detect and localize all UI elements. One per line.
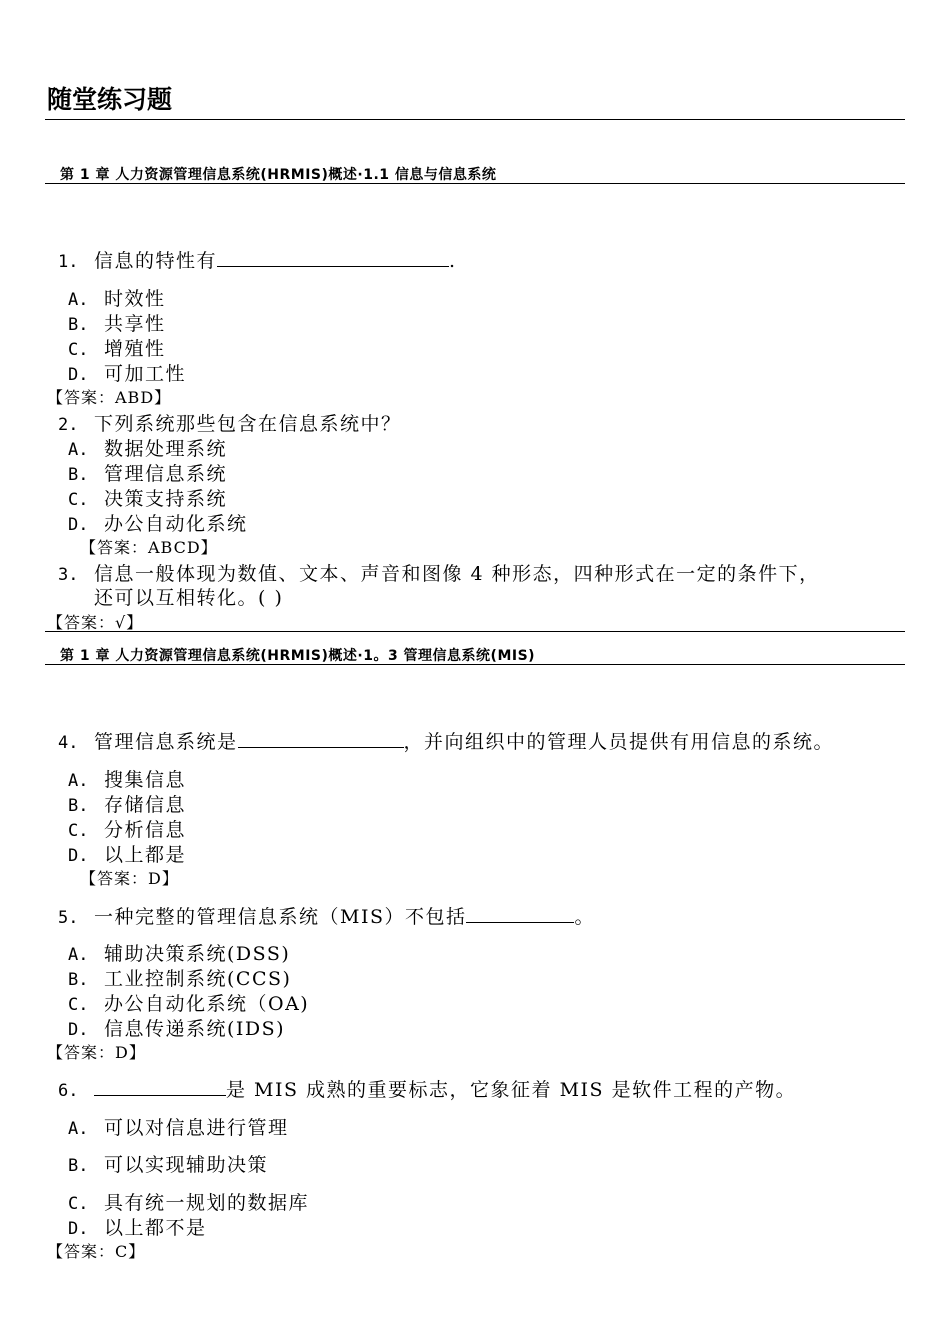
option-text: 办公自动化系统（OA) — [104, 993, 310, 1015]
option-letter: A. — [68, 1119, 89, 1139]
option-letter: C. — [68, 1194, 89, 1214]
option-letter: A. — [68, 440, 89, 460]
section-heading-1: 第 1 章 人力资源管理信息系统(HRMIS)概述·1.1 信息与信息系统 — [60, 167, 497, 183]
option-text: 可加工性 — [104, 363, 187, 385]
option-letter: C. — [68, 490, 89, 510]
option-text: 时效性 — [104, 288, 166, 310]
question-text: 信息一般体现为数值、文本、声音和图像 4 种形态，四种形式在一定的条件下， — [94, 563, 820, 585]
option-1c — [68, 334, 166, 361]
question-number: 4. — [58, 733, 79, 753]
question-number: 5. — [58, 908, 79, 928]
section-divider-2 — [45, 664, 905, 665]
option-letter: D. — [68, 515, 89, 535]
answer-2: 【答案：ABCD】 — [80, 538, 218, 557]
option-letter: D. — [68, 1219, 89, 1239]
answer-4: 【答案：D】 — [80, 869, 179, 888]
question-3-line-2: 还可以互相转化。( ) — [94, 587, 284, 609]
option-text: 搜集信息 — [104, 769, 187, 791]
option-5b — [68, 964, 291, 991]
question-2 — [58, 409, 402, 436]
option-text: 信息传递系统(IDS) — [104, 1018, 286, 1040]
section-top-divider-2 — [45, 631, 905, 632]
answer-3: 【答案：√】 — [47, 613, 144, 632]
option-5d — [68, 1014, 285, 1041]
option-6a — [68, 1113, 289, 1140]
option-text: 以上都是 — [104, 844, 187, 866]
option-letter: A. — [68, 945, 89, 965]
question-text-end: ，并向组织中的管理人员提供有用信息的系统。 — [403, 731, 835, 753]
question-number: 2. — [58, 415, 79, 435]
option-4b — [68, 790, 186, 817]
answer-blank — [94, 1077, 226, 1096]
page-title: 随堂练习题 — [47, 85, 173, 114]
option-2a — [68, 434, 227, 461]
question-number: 1. — [58, 252, 79, 272]
option-text: 增殖性 — [104, 338, 166, 360]
option-5a — [68, 939, 290, 966]
answer-blank — [466, 904, 574, 923]
option-5c — [68, 989, 309, 1016]
answer-5: 【答案：D】 — [47, 1043, 146, 1062]
option-text: 辅助决策系统(DSS) — [104, 943, 291, 965]
option-letter: D. — [68, 365, 89, 385]
option-letter: C. — [68, 821, 89, 841]
question-text: 信息的特性有 — [94, 250, 218, 272]
option-letter: A. — [68, 290, 89, 310]
option-text: 以上都不是 — [104, 1217, 207, 1239]
question-text-end: . — [449, 250, 457, 272]
section-heading-2: 第 1 章 人力资源管理信息系统(HRMIS)概述·1。3 管理信息系统(MIS) — [60, 648, 536, 664]
option-letter: D. — [68, 1020, 89, 1040]
option-1d — [68, 359, 186, 386]
question-5 — [58, 902, 595, 929]
section-divider-1 — [45, 183, 905, 184]
option-text: 存储信息 — [104, 794, 187, 816]
option-4a — [68, 765, 186, 792]
option-letter: B. — [68, 465, 89, 485]
question-text: 是 MIS 成熟的重要标志，它象征着 MIS 是软件工程的产物。 — [226, 1079, 797, 1101]
option-letter: B. — [68, 1156, 89, 1176]
option-2b — [68, 459, 227, 486]
option-6b — [68, 1150, 268, 1177]
option-letter: B. — [68, 796, 89, 816]
option-6c — [68, 1188, 309, 1215]
option-letter: B. — [68, 970, 89, 990]
option-2c — [68, 484, 227, 511]
option-text: 具有统一规划的数据库 — [104, 1192, 310, 1214]
option-4d — [68, 840, 186, 867]
option-text: 办公自动化系统 — [104, 513, 248, 535]
question-1 — [58, 246, 457, 273]
option-text: 分析信息 — [104, 819, 187, 841]
option-text: 决策支持系统 — [104, 488, 228, 510]
question-4 — [58, 727, 834, 754]
option-text: 工业控制系统(CCS) — [104, 968, 292, 990]
answer-6: 【答案：C】 — [47, 1242, 146, 1261]
question-text: 管理信息系统是 — [94, 731, 238, 753]
option-letter: C. — [68, 995, 89, 1015]
question-text: 下列系统那些包含在信息系统中？ — [94, 413, 402, 435]
question-text: 一种完整的管理信息系统（MIS）不包括 — [94, 906, 467, 928]
question-6 — [58, 1075, 796, 1102]
title-divider — [45, 119, 905, 120]
option-text: 可以对信息进行管理 — [104, 1117, 289, 1139]
option-letter: A. — [68, 771, 89, 791]
answer-blank — [238, 729, 404, 748]
answer-1: 【答案：ABD】 — [47, 388, 172, 407]
option-text: 共享性 — [104, 313, 166, 335]
option-4c — [68, 815, 186, 842]
question-number: 3. — [58, 565, 79, 585]
option-1b — [68, 309, 166, 336]
option-letter: D. — [68, 846, 89, 866]
option-text: 可以实现辅助决策 — [104, 1154, 269, 1176]
question-number: 6. — [58, 1081, 79, 1101]
option-letter: B. — [68, 315, 89, 335]
option-2d — [68, 509, 248, 536]
option-1a — [68, 284, 166, 311]
question-3-line-1 — [58, 559, 820, 586]
option-text: 管理信息系统 — [104, 463, 228, 485]
option-letter: C. — [68, 340, 89, 360]
option-6d — [68, 1213, 207, 1240]
answer-blank — [217, 248, 449, 267]
question-text-end: 。 — [574, 906, 595, 928]
option-text: 数据处理系统 — [104, 438, 228, 460]
